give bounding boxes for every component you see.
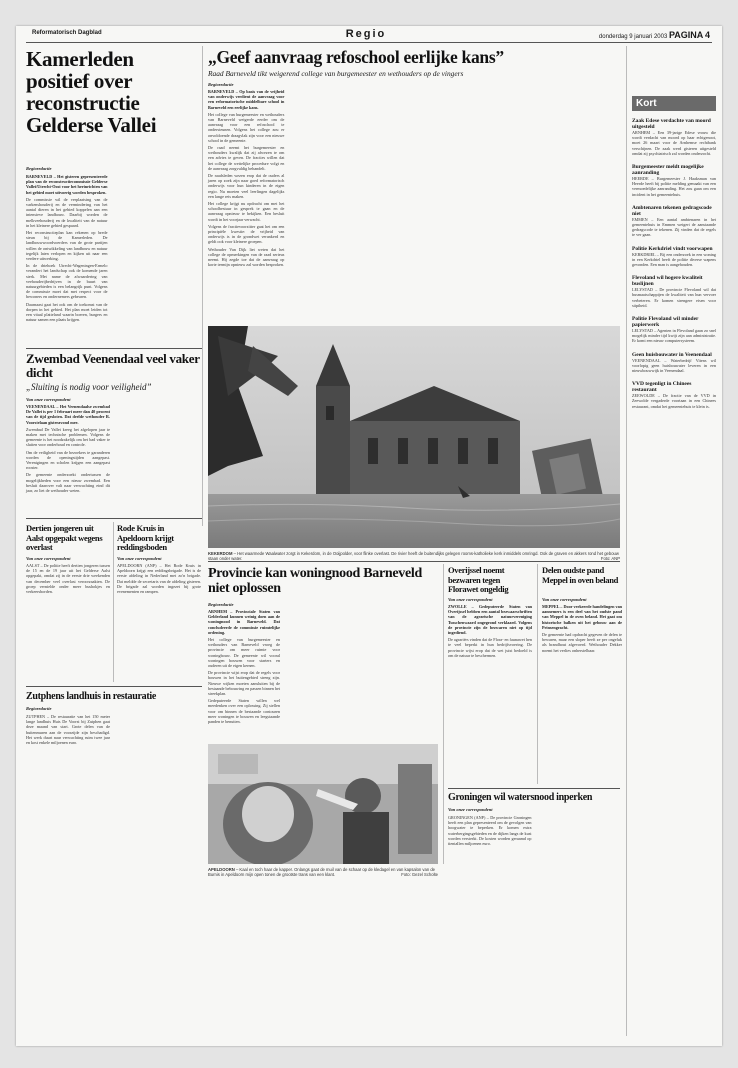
kort-item-text: ZEEWOLDE – De fractie van de VVD in Zeewolde vergaderde voortaan in een Chinees restaurant, omdat het gemeentehuis te klein is. (632, 393, 716, 409)
kort-label: Kort (632, 96, 716, 111)
photo2-caption-label: APELDOORN (208, 867, 235, 872)
article4-lead: ARNHEM – Provinciale Staten van Gelderland kunnen weinig doen aan de woningnood in Barneveld. Dat concludeerde de commissie ruimtelijke ordening. (208, 609, 280, 635)
article3-byline: Van onze correspondent (26, 397, 71, 402)
article4-headline: Provincie kan woningnood Barneveld niet oplossen (208, 566, 422, 596)
paper-name: Reformatorisch Dagblad (32, 30, 102, 36)
article-rule (26, 348, 202, 349)
article6-body (542, 604, 622, 784)
article-rule (26, 686, 202, 687)
church-photo-graphic (208, 326, 620, 548)
article7-body: AALST – De politie heeft dertien jongeren tussen de 15 en de 19 jaar uit het Gelderse Aalst opgepakt, omdat zij in de eerste drie weekenden van december veel overlast veroorzaakten. De groep vernielde onder meer bushokjes en verkeersborden. (26, 563, 110, 595)
page-label: PAGINA (668, 30, 704, 40)
kort-item-title: Zaak Edese verdachte van moord uitgesteld (632, 118, 711, 130)
kort-item-title: Ambtenaren tekenen gedragscode niet (632, 204, 712, 217)
article-rule (448, 788, 620, 789)
article2-paragraph: Het college krijgt nu opdracht om met het schoolbestuur in gesprek te gaan en de aanvraag opnieuw te bekijken. Een besluit wordt in het voorjaar verwacht. (208, 201, 285, 222)
header-rule (26, 42, 712, 43)
article5-headline: Overijssel noemt bezwaren tegen Florawet ongeldig (448, 565, 509, 594)
hairdresser-photo-graphic (208, 744, 438, 864)
article4-paragraph: Gedeputeerde Staten willen wel meedenken over een oplossing. Zij stellen voor om binnen de bestaande contouren meer woningen te bouwen en leegstaande panden te benutten. (208, 698, 280, 725)
kort-item (632, 381, 716, 409)
date-text: donderdag 9 januari 2003 (598, 34, 668, 40)
article6-paragraph: De gemeente had opdracht gegeven de delen te bewaren, maar een sloper heeft ze per ongeluk als brandhout afgevoerd. Wethouder Dekker noemt het verlies onherstelbaar. (542, 632, 622, 653)
kort-item-text: EMMEN – Een aantal ambtenaren in het gemeentehuis in Emmen weigert de aanstaande gedragscode te tekenen. Zij vinden dat de regels te ver gaan. (632, 216, 716, 238)
kort-item-title: Flevoland wil hogere kwaliteit buslijnen (632, 275, 703, 288)
article2-headline: „Geef aanvraag refoschool eerlijke kans” (208, 47, 504, 67)
article-rule (26, 518, 202, 519)
photo2-caption-text: – Kaal en toch haar de kapper. Onlangs gaat de muil van de schaar op de kledagel en van kapsalon van de Burnis in Apeldoorn mijn open tonen de grootste trans van een klant. (208, 867, 435, 877)
kort-item-title: Burgemeester meldt mogelijke aanranding (632, 164, 704, 177)
newspaper-page (16, 26, 722, 1046)
kort-item-title: VVD tegenligt in Chinees restaurant (632, 381, 692, 394)
article3-lead: VEENENDAAL – Het Veenendaalse zwembad De Vallei is per 1 februari meer dan 40 procent van de tijd gesloten. Dat deelde wethouder R. Voorstelaan gisteravond mee. (26, 404, 110, 425)
column-divider (443, 564, 444, 864)
column-divider (202, 46, 203, 526)
article9-body: ZUTPHEN – De restauratie van het 150 meter lange landhuis Huis De Voorst bij Zutphen gaat deze maand van start. Grote delen van de buitenmuren aan de voorzijde zijn beschadigd. Het werk duurt naar verwachting ruim twee jaar en kost enkele miljoenen euro. (26, 714, 110, 746)
article8-byline: Van onze correspondent (117, 556, 162, 561)
article3-paragraph: De gemeente onderzoekt ondertussen de mogelijkheden voor een nieuw zwembad. Een besluit daarover valt naar verwachting eind dit jaar, zo liet de wethouder weten. (26, 472, 110, 494)
article9-headline: Zutphens landhuis in restauratie (26, 691, 156, 702)
article2-paragraph: Wethouder Van Dijk liet weten dat het college de opmerkingen van de raad serieus neemt. Hij zegde toe dat de aanvraag op korte termijn opnieuw zal worden besproken. (208, 246, 285, 268)
article6-paragraph: MEPPEL – Door verkeerde handelingen van aannemers is een deel van het oudste pand van Meppel in de oven beland. Het gaat om historische balken uit het gebouw aan de Prinsengracht. (542, 604, 622, 630)
page-number: 4 (704, 30, 710, 40)
article5-paragraph: De agrariërs vinden dat de Flora- en faunawet hen te veel beperkt in hun bedrijfsvoering. De provincie wijst erop dat de wet juist bedoeld is om de natuur te beschermen. (448, 637, 532, 658)
kort-item-text: LELYSTAD – Agenten in Flevoland gaan zo snel mogelijk minder tijd kwijt zijn aan administratie. Er komt een nieuw computersysteem. (632, 328, 716, 344)
article1-paragraph: In de driehoek Utrecht-Wageningen-Ermelo verandert het landschap ook de komende jaren sterk. Met name de afwaardering van veehouderijbedrijven in de buurt van natuurgebieden is een belangrijk punt. Volgens de commissie moet dat met respect voor de bewoners en ondernemers gebeuren. (26, 263, 108, 300)
kort-item-title: Politie Flevoland wil minder papierwerk (632, 316, 699, 329)
article10-headline: Groningen wil watersnood inperken (448, 792, 593, 803)
article2-paragraph: De raad neemt het burgemeester en wethouders kwalijk dat zij afwezen te om een advies te geven. De fracties willen dat het college de wettelijke procedure volgt en de aanvraag zorgvuldig behandelt. (208, 145, 285, 171)
article5-paragraph: ZWOLLE – Gedeputeerde Staten van Overijssel hebben een aantal bezwaarschriften van de agrarische natuurvereniging Tusschenwaard ongegrond verklaard. Volgens de provincie zijn de bezwaren niet op tijd ingediend. (448, 604, 532, 636)
kort-item (632, 164, 716, 197)
kort-item (632, 316, 716, 344)
photo1-credit: Foto: ANP (600, 556, 620, 561)
section-title: Regio (345, 28, 387, 40)
photo2-credit: Foto: Gezel Scholte (401, 872, 438, 877)
article2-lead: BARNEVELD – Op basis van de vrijheid van onderwijs verdient de aanvraag voor een reformatorische middelbare school in Barneveld een eerlijke kans. (208, 89, 285, 110)
article1-headline: Kamerleden positief over reconstructie Gelderse Vallei (26, 47, 157, 137)
kort-item-text: VEENENDAAL – Waterbedrijf Vitens wil voorlopig geen huisbouwater leveren in een nieuwbouwwijk in Veenendaal. (632, 357, 716, 374)
article3-paragraph: Zwembad De Vallei kreeg het afgelopen jaar te maken met technische problemen. Volgens de gemeente is het noodzakelijk om het bad vaker te sluiten voor onderhoud en controle. (26, 426, 110, 448)
kort-item-text: HEERDE – Burgemeester J. Haaksman van Heerde heeft bij politie melding gemaakt van een vermoedelijke aanranding. Het zou gaan om een incident in het gemeentehuis. (632, 176, 716, 197)
article4-body (208, 609, 438, 739)
article5-body (448, 604, 532, 784)
flood-church-photo (208, 326, 620, 548)
article5-byline: Van onze correspondent (448, 597, 493, 602)
article10-body: GRONINGEN (ANP) – De provincie Groningen heeft een plan gepresenteerd om de gevolgen van hoogwater te beperken. Er komen extra waterbergingsgebieden en de dijken langs de kust worden versterkt. De kosten worden geraamd op tientallen miljoenen euro. (448, 815, 532, 847)
kort-item-text: ARNHEM – Een 39-jarige Edese vrouw die wordt verdacht van moord op haar echtgenoot, moet 26 maart voor de Arnhemse rechtbank verschijnen. De zaak werd gisteren uitgesteld omdat zij psychiatrisch zal worden onderzocht. (632, 130, 716, 156)
article8-body: APELDOORN (ANP) – Het Rode Kruis in Apeldoorn krijgt een reddingsbrigade. Het is de eerste afdeling in Nederland met zo'n brigade. Dat meldde de secretaris van de afdeling gisteren. De brigade zal worden ingezet bij grote evenementen en rampen. (117, 563, 201, 595)
article2-byline: Regioredactie (208, 82, 234, 87)
article4-paragraph: De provincie wijst erop dat de regels voor bouwen in het buitengebied streng zijn. Nieuwe wijken moeten aansluiten bij de bestaande bebouwing en passen binnen het streekplan. (208, 670, 280, 697)
column-divider (537, 564, 538, 784)
sidebar-divider (626, 46, 627, 1036)
article3-body (26, 404, 201, 512)
article3-subheadline: „Sluiting is nodig voor veiligheid” (26, 382, 152, 392)
kort-item-title: Geen huisbouwater in Veenendaal (632, 351, 712, 358)
column-divider (113, 522, 114, 682)
article8-headline: Rode Kruis in Apeldoorn krijgt reddingsboden (117, 523, 174, 552)
article1-paragraph: De commissie wil de verplaatsing van de varkenshouderij en de vermindering van het aantal dieren in het gebied koppelen aan een intensieve landbouw. Daarbij worden de melkveehouderij en de kwaliteit van de natuur in het kleinere gebied gespaard. (26, 196, 108, 228)
article1-byline: Regioredactie (26, 166, 52, 171)
article7-byline: Van onze correspondent (26, 556, 71, 561)
article2-paragraph: Het college van burgemeester en wethouders van Barneveld weigerde eerder om de aanvraag voor een refoschool te ondersteunen. Volgens het college zou er onvoldoende draagvlak zijn voor een nieuwe school in de gemeente. (208, 111, 285, 143)
article1-body (26, 174, 196, 344)
kort-item (632, 205, 716, 238)
article2-body (208, 89, 618, 337)
kort-item-text: LELYSTAD – De provincie Flevoland wil dat busmaatschappijen de kwaliteit van hun vervoer verbeteren. Er komen strengere eisen voor stiptheid. (632, 287, 716, 308)
article9-byline: Regioredactie (26, 706, 52, 711)
kort-list (632, 118, 716, 1038)
page-date (599, 30, 710, 40)
hairdresser-photo (208, 744, 438, 864)
article3-headline: Zwembad Veenendaal veel vaker dicht (26, 351, 200, 380)
article1-lead: BARNEVELD – Het gisteren gepresenteerde plan van de reconstructiecommissie Gelderse Vallei/Utrecht-Oost voor het herinrichten van het gebied moet uitvoerig worden besproken. (26, 174, 108, 195)
article2-paragraph: Volgens de fractievoorzitter gaat het om een principiële kwestie: de vrijheid van onderwijs is in de grondwet verankerd en geldt ook voor kleinere groepen. (208, 223, 285, 245)
kort-item (632, 275, 716, 308)
kort-item-title: Politie Kerkdriel vindt voorwapen (632, 245, 713, 252)
article4-byline: Regioredactie (208, 602, 234, 607)
article2-paragraph: De raadsleden wezen erop dat de ouders al jaren op zoek zijn naar goed reformatorisch onderwijs voor hun kinderen in de eigen regio. Nu moeten veel leerlingen dagelijks een lange reis maken. (208, 173, 285, 199)
kort-item (632, 118, 716, 156)
article1-paragraph: Het reconstructieplan kan rekenen op brede steun bij de Kamerleden. De landbouwwoordvoerders van de grote partijen willen de ontwikkeling van landbouw en natuur tegelijk laten verlopen en kijken uit naar een verdere uitwerking. (26, 230, 108, 262)
article6-headline: Delen oudste pand Meppel in oven beland (542, 565, 619, 585)
photo1-caption-text: – Het waarmede Waalwater zorgt in Kekerdom, in de Ooijpolder, voor flinke overlast. De rivier heeft de buitendijks gelegen rooms-katholieke kerk inmiddels omringd. Ook de graven en akkers rond het gebouw staan onder water. (208, 551, 619, 561)
article1-paragraph: Daarnaast gaat het ook om de toekomst van de dorpen in het gebied. Het plan moet leiden tot een vitaal platteland waarin boeren, burgers en natuur samen een plaats krijgen. (26, 301, 108, 323)
kort-item-text: KERKDRIEL – Bij een onderzoek in een woning in een Kerkdriel heeft de politie diverse wapens gevonden. Een man is aangehouden. (632, 251, 716, 268)
article6-byline: Van onze correspondent (542, 597, 587, 602)
article-rule (208, 561, 620, 562)
kort-item (632, 246, 716, 268)
photo2-caption (208, 867, 438, 877)
article10-byline: Van onze correspondent (448, 807, 493, 812)
article2-subheadline: Raad Barneveld tikt weigerend college van burgemeester en wethouders op de vingers (208, 69, 464, 78)
photo1-caption-label: KEKERDOM (208, 551, 233, 556)
photo1-caption (208, 551, 620, 561)
article7-headline: Dertien jongeren uit Aalst opgepakt wegens overlast (26, 523, 103, 552)
kort-item (632, 352, 716, 374)
article3-paragraph: Om de veiligheid van de bezoekers te garanderen worden de openingstijden aangepast. Verenigingen en scholen krijgen een aangepast rooster. (26, 449, 110, 471)
article4-paragraph: Het college van burgemeester en wethouders van Barneveld vroeg de provincie om meer ruimte voor woningbouw. De gemeente wil vooral woningen bouwen voor starters en ouderen uit de eigen kernen. (208, 637, 280, 669)
